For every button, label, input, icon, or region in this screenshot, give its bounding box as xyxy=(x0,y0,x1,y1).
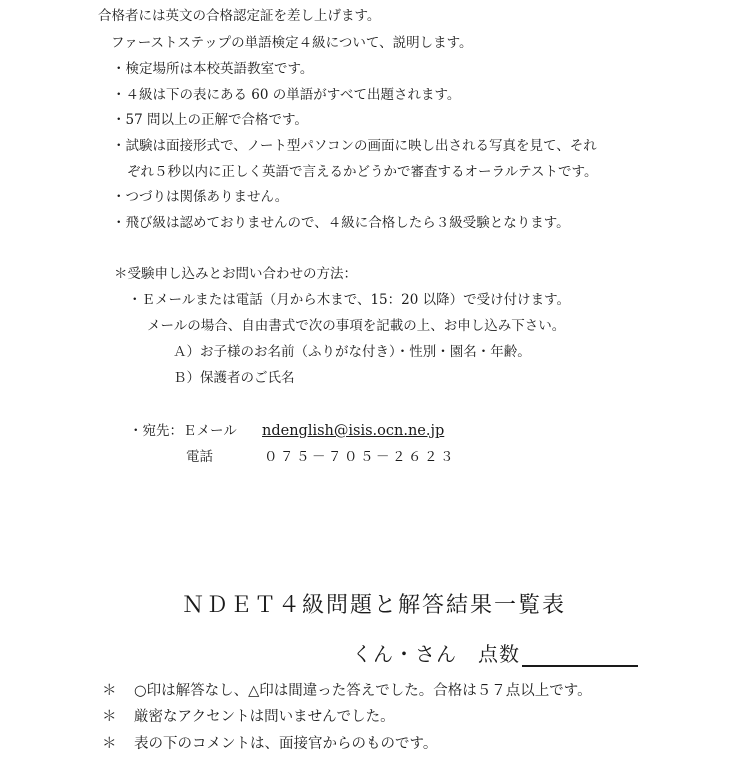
application-item-a: Ａ）お子様のお名前（ふりがな付き）・性別・園名・年齢。 xyxy=(173,344,531,360)
bullet-word-count: ・４級は下の表にある 60 の単語がすべて出題されます。 xyxy=(112,87,461,103)
contact-email-link[interactable]: ndenglish@isis.ocn.ne.jp xyxy=(262,423,445,439)
application-email-instructions: メールの場合、自由書式で次の事項を記載の上、お申し込み下さい。 xyxy=(147,318,566,334)
application-heading: ＊受験申し込みとお問い合わせの方法： xyxy=(114,266,357,282)
contact-email-label: ・宛先：Ｅメール xyxy=(129,423,237,439)
note-text: ○印は解答なし、△印は間違った答えでした。合格は５７点以上です。 xyxy=(134,683,592,699)
note-text: 表の下のコメントは、面接官からのものです。 xyxy=(134,736,438,752)
note-text: 厳密なアクセントは問いませんでした。 xyxy=(134,709,395,725)
note-item xyxy=(102,682,592,700)
application-contact-method: ・Ｅメールまたは電話（月から木まで、15：20 以降）で受け付けます。 xyxy=(128,292,571,308)
bullet-no-skipping: ・飛び級は認めておりませんので、４級に合格したら３級受験となります。 xyxy=(112,215,570,231)
note-item xyxy=(102,708,395,726)
note-star: ＊ xyxy=(102,683,117,699)
bullet-pass-mark: ・57 問以上の正解で合格です。 xyxy=(112,112,308,128)
score-label: くん・さん 点数 xyxy=(352,642,520,666)
intro-line-explanation: ファーストステップの単語検定４級について、説明します。 xyxy=(111,35,473,51)
application-item-b: Ｂ）保護者のご氏名 xyxy=(173,370,295,386)
intro-line-certificate: 合格者には英文の合格認定証を差し上げます。 xyxy=(98,8,381,24)
bullet-exam-format-cont: ぞれ５秒以内に正しく英語で言えるかどうかで審査するオーラルテストです。 xyxy=(127,164,598,180)
bullet-location: ・検定場所は本校英語教室です。 xyxy=(112,61,314,77)
contact-phone-number: ０７５－７０５－２６２３ xyxy=(264,449,456,465)
bullet-spelling: ・つづりは関係ありません。 xyxy=(112,189,289,205)
results-title: ＮＤＥＴ４級問題と解答結果一覧表 xyxy=(182,593,567,618)
note-star: ＊ xyxy=(102,736,117,752)
contact-phone-label: 電話 xyxy=(186,449,213,465)
note-star: ＊ xyxy=(102,709,117,725)
score-row xyxy=(352,638,638,667)
bullet-exam-format: ・試験は面接形式で、ノート型パソコンの画面に映し出される写真を見て、それ xyxy=(112,138,597,154)
note-item xyxy=(102,735,437,753)
score-blank-line xyxy=(522,643,638,667)
